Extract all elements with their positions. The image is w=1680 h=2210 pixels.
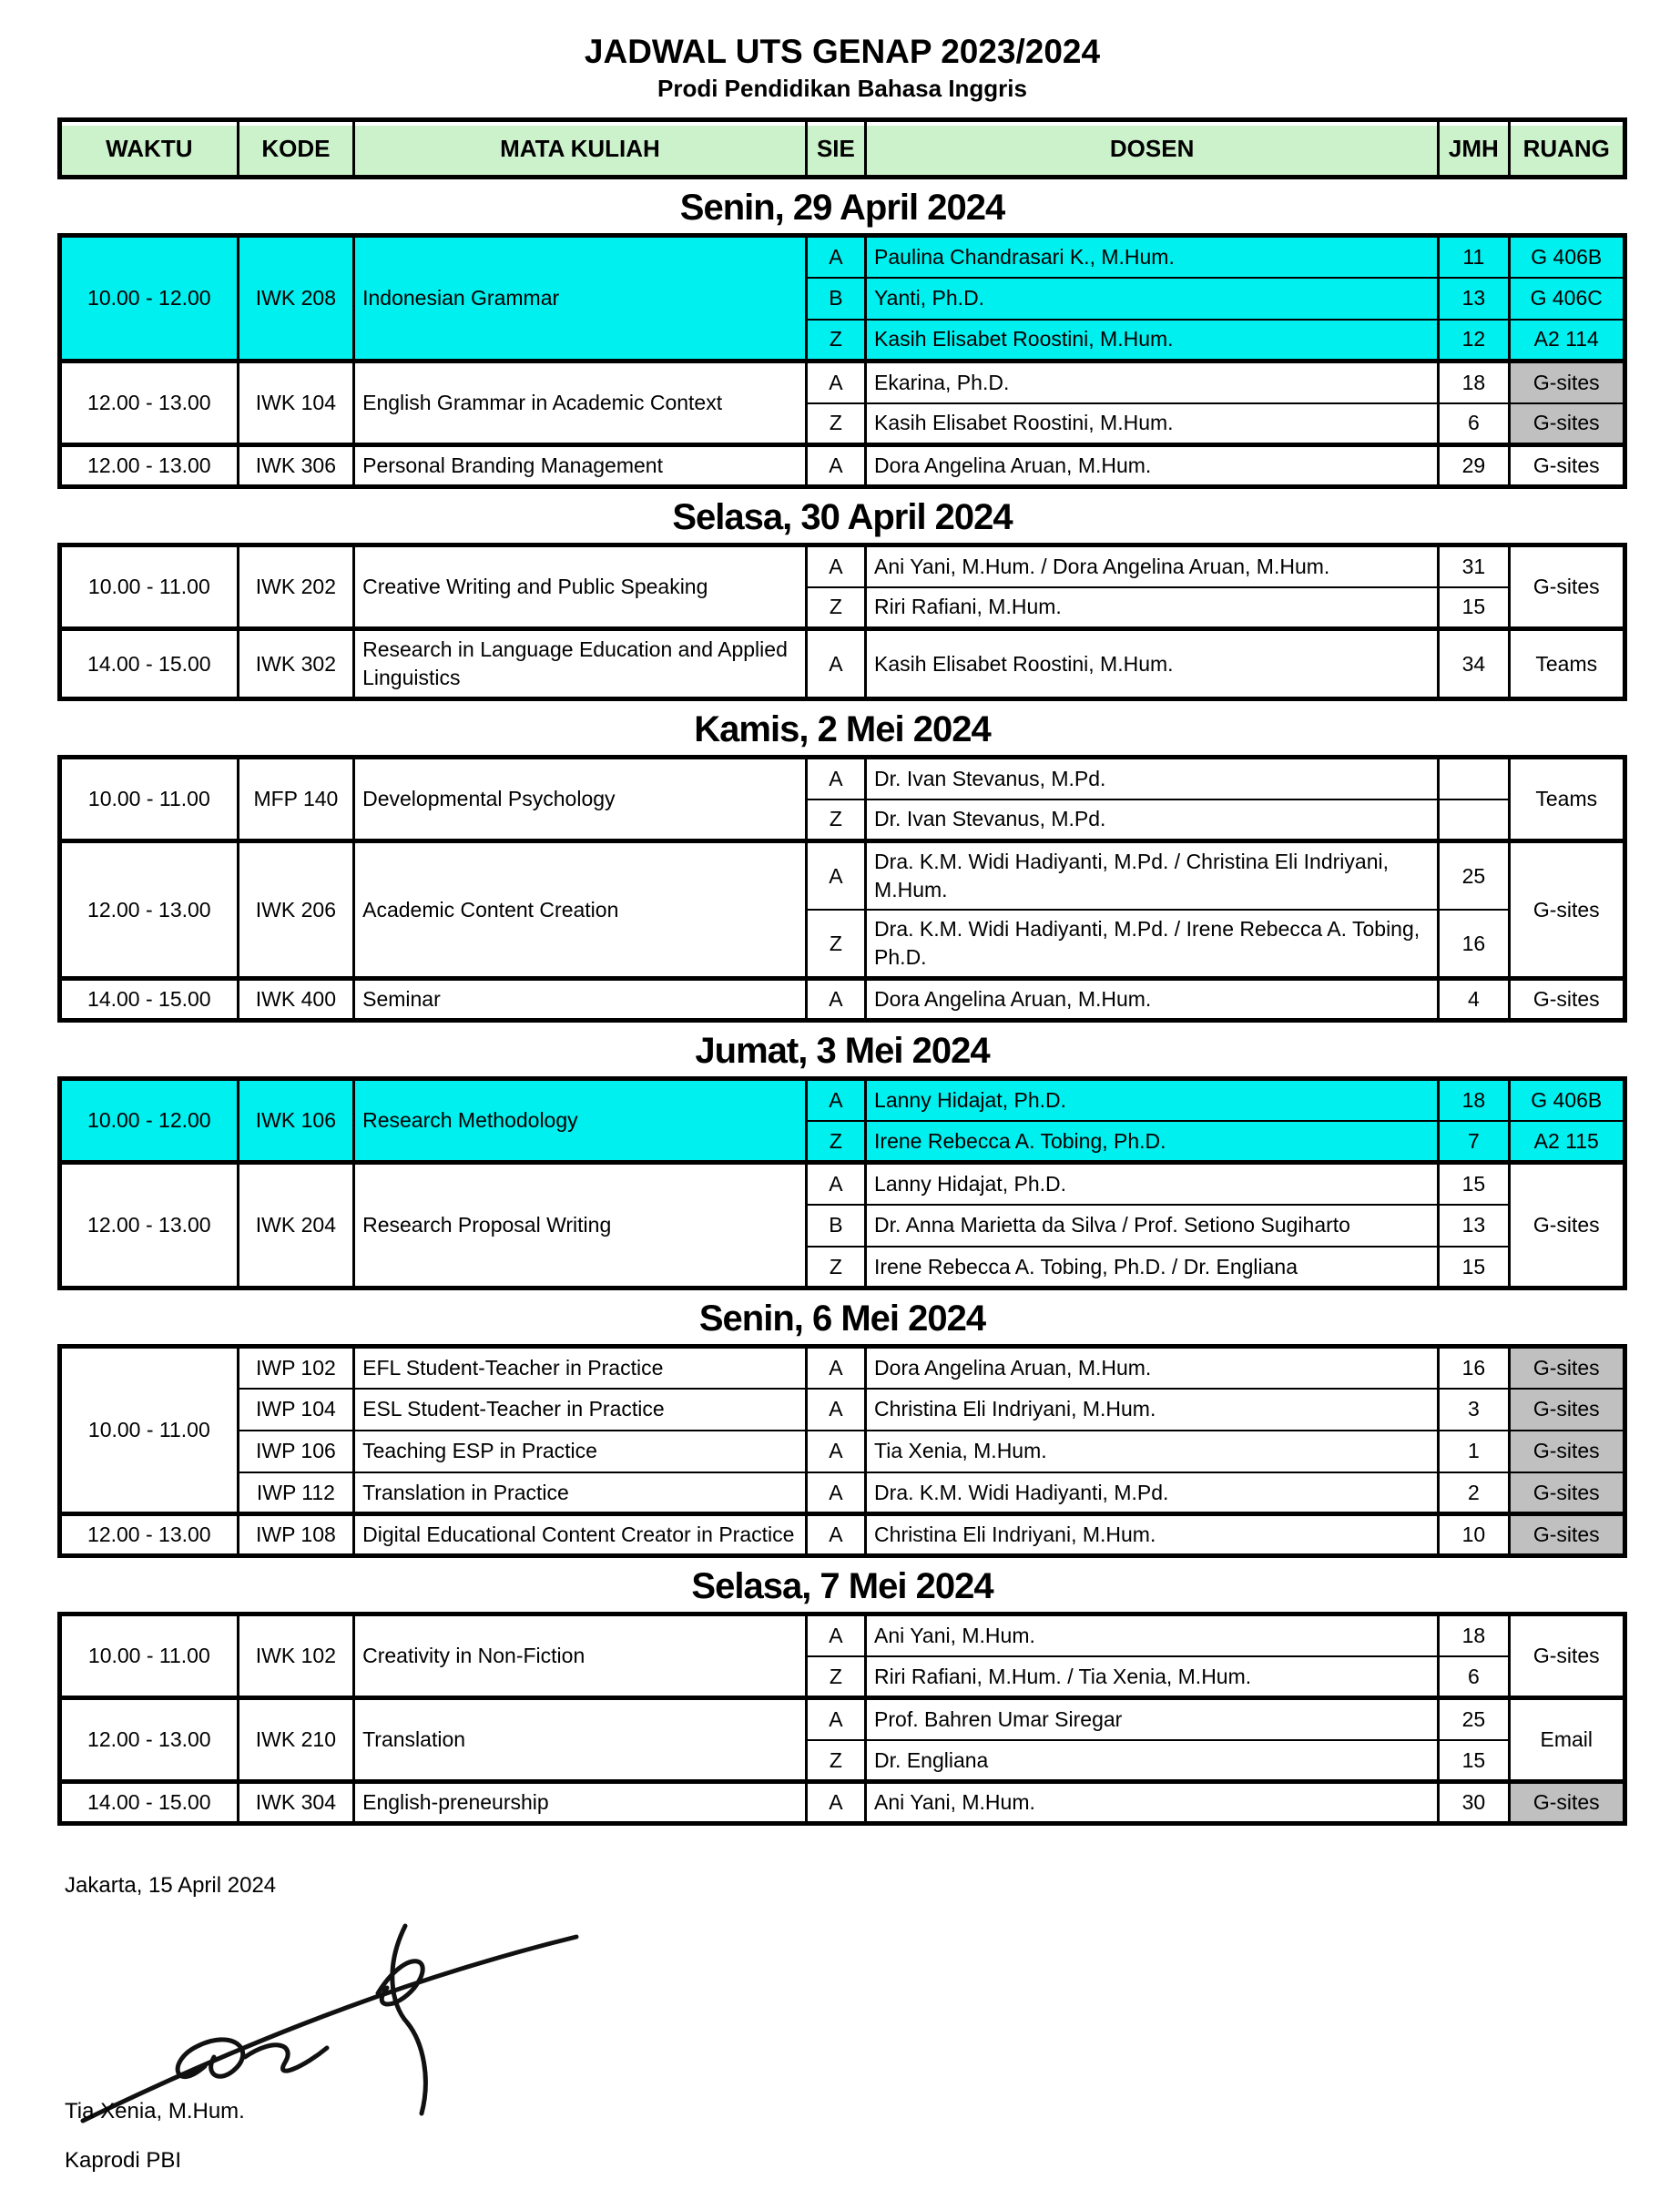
count-cell: 10 bbox=[1439, 1514, 1509, 1556]
lecturer-cell: Christina Eli Indriyani, M.Hum. bbox=[866, 1389, 1439, 1431]
schedule-row bbox=[60, 1698, 1625, 1740]
course-name-cell: Translation in Practice bbox=[354, 1472, 807, 1514]
section-cell: A bbox=[806, 1079, 865, 1121]
room-cell: G 406C bbox=[1509, 278, 1625, 320]
course-name-cell: Digital Educational Content Creator in Practice bbox=[354, 1514, 807, 1556]
count-cell: 12 bbox=[1439, 320, 1509, 362]
time-cell: 14.00 - 15.00 bbox=[60, 979, 239, 1021]
lecturer-cell: Tia Xenia, M.Hum. bbox=[866, 1431, 1439, 1472]
schedule-row bbox=[60, 758, 1625, 799]
time-cell: 12.00 - 13.00 bbox=[60, 1698, 239, 1782]
time-cell: 10.00 - 11.00 bbox=[60, 545, 239, 629]
time-cell: 12.00 - 13.00 bbox=[60, 445, 239, 487]
section-cell: Z bbox=[806, 1121, 865, 1163]
lecturer-cell: Dra. K.M. Widi Hadiyanti, M.Pd. / Irene Rebecca A. Tobing, Ph.D. bbox=[866, 910, 1439, 979]
schedule-table bbox=[57, 1344, 1627, 1558]
count-cell: 13 bbox=[1439, 1205, 1509, 1247]
section-cell: Z bbox=[806, 587, 865, 629]
schedule-table bbox=[57, 233, 1627, 489]
section-cell: Z bbox=[806, 910, 865, 979]
code-cell: IWK 104 bbox=[238, 362, 353, 445]
room-cell: G-sites bbox=[1509, 1614, 1625, 1698]
count-cell: 6 bbox=[1439, 1656, 1509, 1698]
lecturer-cell: Dora Angelina Aruan, M.Hum. bbox=[866, 445, 1439, 487]
count-cell: 2 bbox=[1439, 1472, 1509, 1514]
code-cell: IWK 210 bbox=[238, 1698, 353, 1782]
course-name-cell: Developmental Psychology bbox=[354, 758, 807, 841]
course-name-cell: Translation bbox=[354, 1698, 807, 1782]
section-cell: Z bbox=[806, 403, 865, 445]
lecturer-cell: Ani Yani, M.Hum. / Dora Angelina Aruan, M.Hum. bbox=[866, 545, 1439, 587]
room-cell: G-sites bbox=[1509, 403, 1625, 445]
schedule-row bbox=[60, 362, 1625, 403]
time-cell: 10.00 - 11.00 bbox=[60, 1347, 239, 1514]
footer bbox=[57, 1873, 1627, 2174]
time-cell: 12.00 - 13.00 bbox=[60, 841, 239, 979]
section-cell: A bbox=[806, 758, 865, 799]
section-cell: A bbox=[806, 445, 865, 487]
course-name-cell: Creativity in Non-Fiction bbox=[354, 1614, 807, 1698]
section-cell: Z bbox=[806, 1247, 865, 1288]
count-cell: 18 bbox=[1439, 1614, 1509, 1656]
count-cell bbox=[1439, 758, 1509, 799]
count-cell: 15 bbox=[1439, 1247, 1509, 1288]
count-cell: 16 bbox=[1439, 910, 1509, 979]
count-cell: 7 bbox=[1439, 1121, 1509, 1163]
schedule-row bbox=[60, 236, 1625, 278]
code-cell: IWK 102 bbox=[238, 1614, 353, 1698]
room-cell: G-sites bbox=[1509, 979, 1625, 1021]
course-name-cell: Teaching ESP in Practice bbox=[354, 1431, 807, 1472]
section-cell: A bbox=[806, 841, 865, 911]
section-cell: A bbox=[806, 1782, 865, 1824]
lecturer-cell: Ani Yani, M.Hum. bbox=[866, 1614, 1439, 1656]
lecturer-cell: Irene Rebecca A. Tobing, Ph.D. bbox=[866, 1121, 1439, 1163]
day-header: Senin, 6 Mei 2024 bbox=[698, 1299, 986, 1339]
schedule-sections bbox=[57, 188, 1627, 1826]
course-name-cell: Personal Branding Management bbox=[354, 445, 807, 487]
code-cell: IWK 208 bbox=[238, 236, 353, 362]
course-name-cell: Indonesian Grammar bbox=[354, 236, 807, 362]
schedule-row bbox=[60, 1163, 1625, 1205]
room-cell: A2 115 bbox=[1509, 1121, 1625, 1163]
section-cell: Z bbox=[806, 1656, 865, 1698]
course-name-cell: EFL Student-Teacher in Practice bbox=[354, 1347, 807, 1389]
course-name-cell: Research in Language Education and Applied Linguistics bbox=[354, 629, 807, 699]
header-cell-sie: SIE bbox=[806, 120, 865, 178]
lecturer-cell: Dra. K.M. Widi Hadiyanti, M.Pd. / Christina Eli Indriyani, M.Hum. bbox=[866, 841, 1439, 911]
room-cell: G-sites bbox=[1509, 841, 1625, 979]
lecturer-cell: Yanti, Ph.D. bbox=[866, 278, 1439, 320]
count-cell: 25 bbox=[1439, 841, 1509, 911]
lecturer-cell: Kasih Elisabet Roostini, M.Hum. bbox=[866, 320, 1439, 362]
room-cell: G-sites bbox=[1509, 1431, 1625, 1472]
section-cell: A bbox=[806, 629, 865, 699]
room-cell: G-sites bbox=[1509, 1163, 1625, 1288]
code-cell: IWK 202 bbox=[238, 545, 353, 629]
day-header: Selasa, 30 April 2024 bbox=[672, 497, 1013, 538]
schedule-row bbox=[60, 629, 1625, 699]
section-cell: A bbox=[806, 979, 865, 1021]
section-cell: A bbox=[806, 545, 865, 587]
lecturer-cell: Ekarina, Ph.D. bbox=[866, 362, 1439, 403]
room-cell: G 406B bbox=[1509, 236, 1625, 278]
room-cell: Teams bbox=[1509, 758, 1625, 841]
code-cell: IWP 104 bbox=[238, 1389, 353, 1431]
schedule-row bbox=[60, 1472, 1625, 1514]
code-cell: IWK 304 bbox=[238, 1782, 353, 1824]
day-header: Selasa, 7 Mei 2024 bbox=[691, 1566, 993, 1607]
course-name-cell: Research Proposal Writing bbox=[354, 1163, 807, 1288]
lecturer-cell: Dr. Engliana bbox=[866, 1740, 1439, 1782]
lecturer-cell: Dr. Ivan Stevanus, M.Pd. bbox=[866, 799, 1439, 841]
course-name-cell: Creative Writing and Public Speaking bbox=[354, 545, 807, 629]
course-name-cell: English Grammar in Academic Context bbox=[354, 362, 807, 445]
code-cell: IWP 112 bbox=[238, 1472, 353, 1514]
schedule-row bbox=[60, 1614, 1625, 1656]
header-cell-ruang: RUANG bbox=[1509, 120, 1625, 178]
section-cell: A bbox=[806, 362, 865, 403]
room-cell: G 406B bbox=[1509, 1079, 1625, 1121]
count-cell: 34 bbox=[1439, 629, 1509, 699]
column-header-table-mount bbox=[57, 117, 1627, 179]
section-cell: A bbox=[806, 1389, 865, 1431]
column-header-table bbox=[57, 117, 1627, 179]
schedule-table bbox=[57, 1076, 1627, 1290]
section-cell: A bbox=[806, 1472, 865, 1514]
count-cell: 13 bbox=[1439, 278, 1509, 320]
code-cell: IWK 204 bbox=[238, 1163, 353, 1288]
section-cell: A bbox=[806, 1614, 865, 1656]
section-cell: Z bbox=[806, 1740, 865, 1782]
lecturer-cell: Christina Eli Indriyani, M.Hum. bbox=[866, 1514, 1439, 1556]
time-cell: 12.00 - 13.00 bbox=[60, 1163, 239, 1288]
section-cell: A bbox=[806, 1431, 865, 1472]
page-subtitle: Prodi Pendidikan Bahasa Inggris bbox=[657, 75, 1027, 102]
time-cell: 14.00 - 15.00 bbox=[60, 629, 239, 699]
count-cell: 29 bbox=[1439, 445, 1509, 487]
schedule-row bbox=[60, 841, 1625, 911]
column-header-row bbox=[60, 120, 1625, 178]
time-cell: 14.00 - 15.00 bbox=[60, 1782, 239, 1824]
header-cell-waktu: WAKTU bbox=[60, 120, 239, 178]
lecturer-cell: Riri Rafiani, M.Hum. / Tia Xenia, M.Hum. bbox=[866, 1656, 1439, 1698]
day-header: Jumat, 3 Mei 2024 bbox=[695, 1031, 990, 1072]
course-name-cell: Seminar bbox=[354, 979, 807, 1021]
section-cell: Z bbox=[806, 799, 865, 841]
room-cell: Email bbox=[1509, 1698, 1625, 1782]
code-cell: IWK 206 bbox=[238, 841, 353, 979]
lecturer-cell: Kasih Elisabet Roostini, M.Hum. bbox=[866, 403, 1439, 445]
lecturer-cell: Kasih Elisabet Roostini, M.Hum. bbox=[866, 629, 1439, 699]
header-cell-jmh: JMH bbox=[1439, 120, 1509, 178]
count-cell: 4 bbox=[1439, 979, 1509, 1021]
count-cell: 6 bbox=[1439, 403, 1509, 445]
lecturer-cell: Riri Rafiani, M.Hum. bbox=[866, 587, 1439, 629]
code-cell: IWK 400 bbox=[238, 979, 353, 1021]
header-cell-kode: KODE bbox=[238, 120, 353, 178]
course-name-cell: Academic Content Creation bbox=[354, 841, 807, 979]
lecturer-cell: Dr. Anna Marietta da Silva / Prof. Setiono Sugiharto bbox=[866, 1205, 1439, 1247]
schedule-row bbox=[60, 1431, 1625, 1472]
room-cell: G-sites bbox=[1509, 1782, 1625, 1824]
section-cell: Z bbox=[806, 320, 865, 362]
course-name-cell: Research Methodology bbox=[354, 1079, 807, 1163]
schedule-row bbox=[60, 545, 1625, 587]
course-name-cell: English-preneurship bbox=[354, 1782, 807, 1824]
schedule-row bbox=[60, 1079, 1625, 1121]
section-cell: B bbox=[806, 1205, 865, 1247]
schedule-row bbox=[60, 1389, 1625, 1431]
lecturer-cell: Lanny Hidajat, Ph.D. bbox=[866, 1079, 1439, 1121]
count-cell: 15 bbox=[1439, 1163, 1509, 1205]
time-cell: 10.00 - 12.00 bbox=[60, 1079, 239, 1163]
count-cell: 25 bbox=[1439, 1698, 1509, 1740]
room-cell: G-sites bbox=[1509, 545, 1625, 629]
code-cell: IWP 102 bbox=[238, 1347, 353, 1389]
code-cell: IWK 106 bbox=[238, 1079, 353, 1163]
count-cell: 3 bbox=[1439, 1389, 1509, 1431]
header-cell-dosen: DOSEN bbox=[866, 120, 1439, 178]
room-cell: G-sites bbox=[1509, 1347, 1625, 1389]
signer-role: Kaprodi PBI bbox=[65, 2148, 182, 2174]
schedule-table bbox=[57, 755, 1627, 1023]
room-cell: G-sites bbox=[1509, 1514, 1625, 1556]
room-cell: G-sites bbox=[1509, 1472, 1625, 1514]
lecturer-cell: Lanny Hidajat, Ph.D. bbox=[866, 1163, 1439, 1205]
lecturer-cell: Paulina Chandrasari K., M.Hum. bbox=[866, 236, 1439, 278]
count-cell: 15 bbox=[1439, 1740, 1509, 1782]
count-cell: 1 bbox=[1439, 1431, 1509, 1472]
time-cell: 10.00 - 12.00 bbox=[60, 236, 239, 362]
schedule-row bbox=[60, 1514, 1625, 1556]
count-cell: 18 bbox=[1439, 362, 1509, 403]
footer-place-date: Jakarta, 15 April 2024 bbox=[65, 1873, 277, 1899]
schedule-table bbox=[57, 1612, 1627, 1826]
count-cell: 31 bbox=[1439, 545, 1509, 587]
code-cell: IWK 302 bbox=[238, 629, 353, 699]
schedule-row bbox=[60, 1347, 1625, 1389]
count-cell: 15 bbox=[1439, 587, 1509, 629]
count-cell bbox=[1439, 799, 1509, 841]
room-cell: G-sites bbox=[1509, 445, 1625, 487]
count-cell: 16 bbox=[1439, 1347, 1509, 1389]
day-header: Kamis, 2 Mei 2024 bbox=[694, 709, 991, 750]
code-cell: MFP 140 bbox=[238, 758, 353, 841]
room-cell: A2 114 bbox=[1509, 320, 1625, 362]
count-cell: 30 bbox=[1439, 1782, 1509, 1824]
section-cell: A bbox=[806, 1163, 865, 1205]
count-cell: 11 bbox=[1439, 236, 1509, 278]
lecturer-cell: Ani Yani, M.Hum. bbox=[866, 1782, 1439, 1824]
lecturer-cell: Prof. Bahren Umar Siregar bbox=[866, 1698, 1439, 1740]
schedule-row bbox=[60, 979, 1625, 1021]
room-cell: G-sites bbox=[1509, 362, 1625, 403]
section-cell: A bbox=[806, 1347, 865, 1389]
section-cell: A bbox=[806, 1514, 865, 1556]
lecturer-cell: Dora Angelina Aruan, M.Hum. bbox=[866, 979, 1439, 1021]
section-cell: A bbox=[806, 236, 865, 278]
lecturer-cell: Dr. Ivan Stevanus, M.Pd. bbox=[866, 758, 1439, 799]
schedule-table bbox=[57, 543, 1627, 701]
lecturer-cell: Dra. K.M. Widi Hadiyanti, M.Pd. bbox=[866, 1472, 1439, 1514]
schedule-row bbox=[60, 1782, 1625, 1824]
section-cell: B bbox=[806, 278, 865, 320]
count-cell: 18 bbox=[1439, 1079, 1509, 1121]
room-cell: Teams bbox=[1509, 629, 1625, 699]
section-cell: A bbox=[806, 1698, 865, 1740]
code-cell: IWP 106 bbox=[238, 1431, 353, 1472]
code-cell: IWP 108 bbox=[238, 1514, 353, 1556]
time-cell: 10.00 - 11.00 bbox=[60, 1614, 239, 1698]
lecturer-cell: Irene Rebecca A. Tobing, Ph.D. / Dr. Engliana bbox=[866, 1247, 1439, 1288]
page-title: JADWAL UTS GENAP 2023/2024 bbox=[584, 33, 1101, 70]
room-cell: G-sites bbox=[1509, 1389, 1625, 1431]
time-cell: 12.00 - 13.00 bbox=[60, 362, 239, 445]
signer-name: Tia Xenia, M.Hum. bbox=[65, 2099, 245, 2124]
lecturer-cell: Dora Angelina Aruan, M.Hum. bbox=[866, 1347, 1439, 1389]
code-cell: IWK 306 bbox=[238, 445, 353, 487]
time-cell: 10.00 - 11.00 bbox=[60, 758, 239, 841]
time-cell: 12.00 - 13.00 bbox=[60, 1514, 239, 1556]
course-name-cell: ESL Student-Teacher in Practice bbox=[354, 1389, 807, 1431]
header-cell-mk: MATA KULIAH bbox=[354, 120, 807, 178]
day-header: Senin, 29 April 2024 bbox=[679, 188, 1005, 228]
schedule-row bbox=[60, 445, 1625, 487]
